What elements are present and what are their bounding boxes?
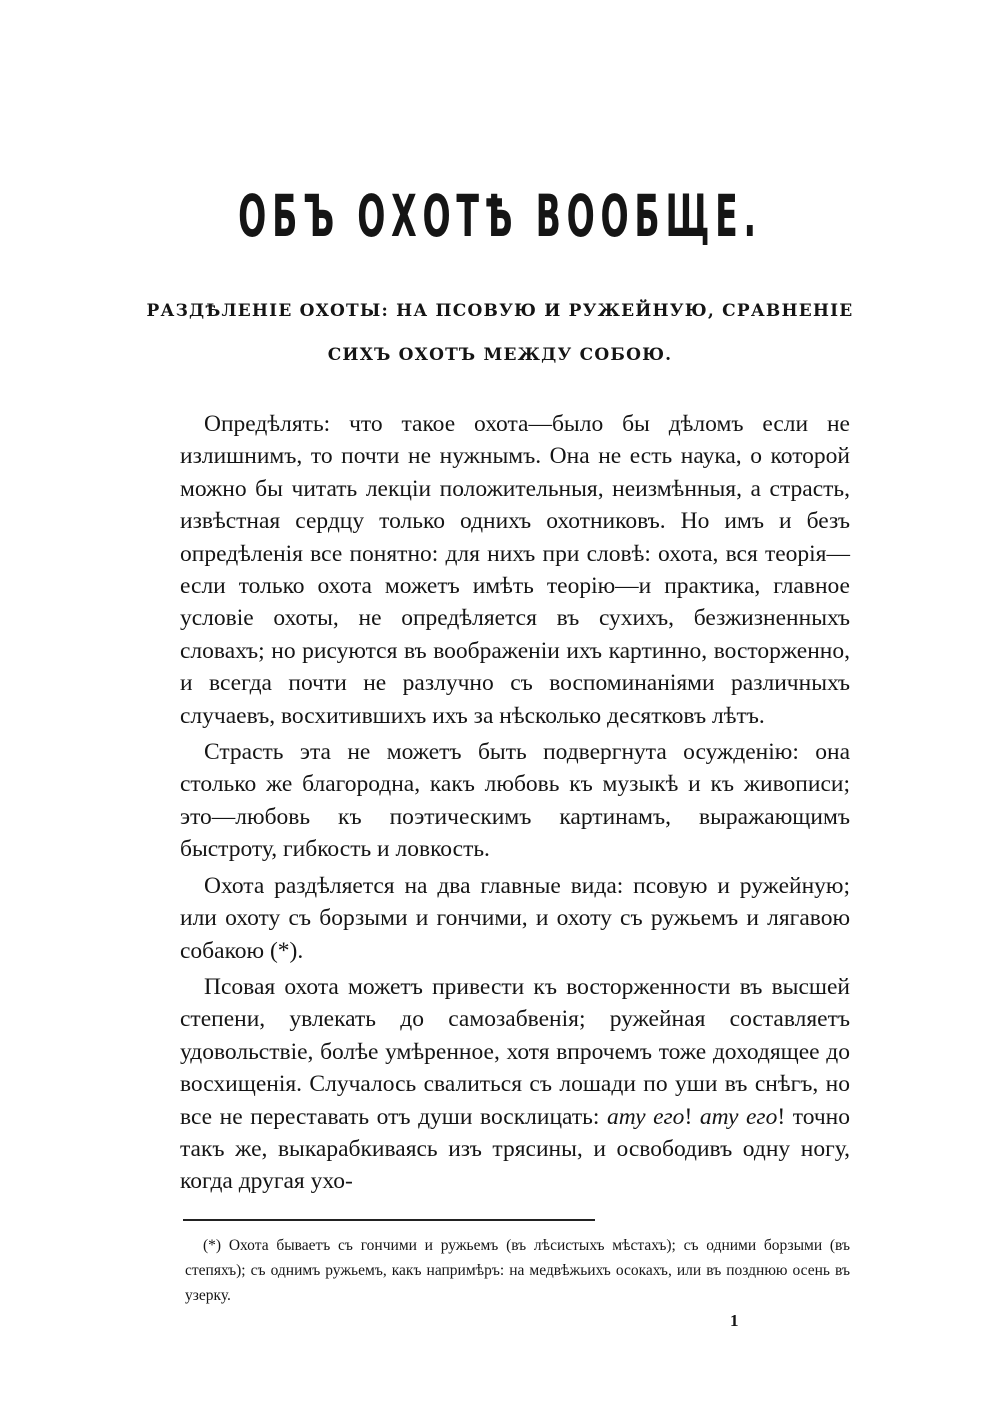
footnote-divider (183, 1219, 595, 1221)
chapter-title: ОБЪ ОХОТѢ ВООБЩЕ. (238, 182, 762, 250)
paragraph-4-separator: ! (684, 1103, 700, 1130)
paragraph-1: Опредѣлять: что такое охота—было бы дѣломъ если не излишнимъ, то почти не нужнымъ. Она не есть наука, о которой можно бы читать лекціи положительныя, неизмѣнныя, а страсть, извѣстная сердцу только однихъ охотниковъ. Но имъ и безъ опредѣленія все понятно: для нихъ при словѣ: охота, вся теорія—если только охота можетъ имѣть теорію—и практика, главное условіе охоты, не опредѣляется въ сухихъ, безжизненныхъ словахъ; но рисуются въ воображеніи ихъ картинно, восторженно, и всегда почти не разлучно съ воспоминаніями различныхъ случаевъ, восхитившихъ ихъ за нѣсколько десятковъ лѣтъ. (180, 411, 850, 729)
paragraph-4-text-b: ! точно такъ же, выкарабкиваясь изъ трясины, и освободивъ одну ногу, когда другая ухо- (180, 1103, 850, 1195)
italic-exclamation-2: ату его (699, 1103, 778, 1130)
paragraph-4 (180, 971, 850, 1198)
chapter-subtitle-line-1: РАЗДѢЛЕНІЕ ОХОТЫ: НА ПСОВУЮ И РУЖЕЙНУЮ, СРАВНЕНІЕ (146, 301, 854, 321)
page-number: 1 (730, 1311, 739, 1330)
chapter-subtitle-line-2: СИХЪ ОХОТЪ МЕЖДУ СОБОЮ. (327, 345, 673, 365)
footnote: (*) Охота бываетъ съ гончими и ружьемъ (въ лѣсистыхъ мѣстахъ); съ одними борзыми (въ степяхъ); съ однимъ ружьемъ, какъ напримѣръ: на медвѣжьихъ осокахъ, или въ позднюю осень въ узерку. (185, 1237, 850, 1304)
italic-exclamation-1: ату его (606, 1103, 685, 1130)
paragraph-4-text-a: Псовая охота можетъ привести къ восторженности въ высшей степени, увлекать до самозабвенія; ружейная составляетъ удовольствіе, болѣе умѣренное, хотя впрочемъ тоже доходящее до восхищенія. Случалось свалиться съ лошади по уши въ снѣгъ, но все не переставать отъ души восклицать: (180, 973, 850, 1130)
body-text (180, 408, 850, 1202)
paragraph-3: Охота раздѣляется на два главные вида: псовую и ружейную; или охоту съ борзыми и гончими, и охоту съ ружьемъ и лягавою собакою (*). (180, 872, 850, 964)
paragraph-2: Страсть эта не можетъ быть подвергнута осужденію: она столько же благородна, какъ любовь къ музыкѣ и къ живописи; это—любовь къ поэтическимъ картинамъ, выражающимъ быстроту, гибкость и ловкость. (180, 739, 850, 863)
